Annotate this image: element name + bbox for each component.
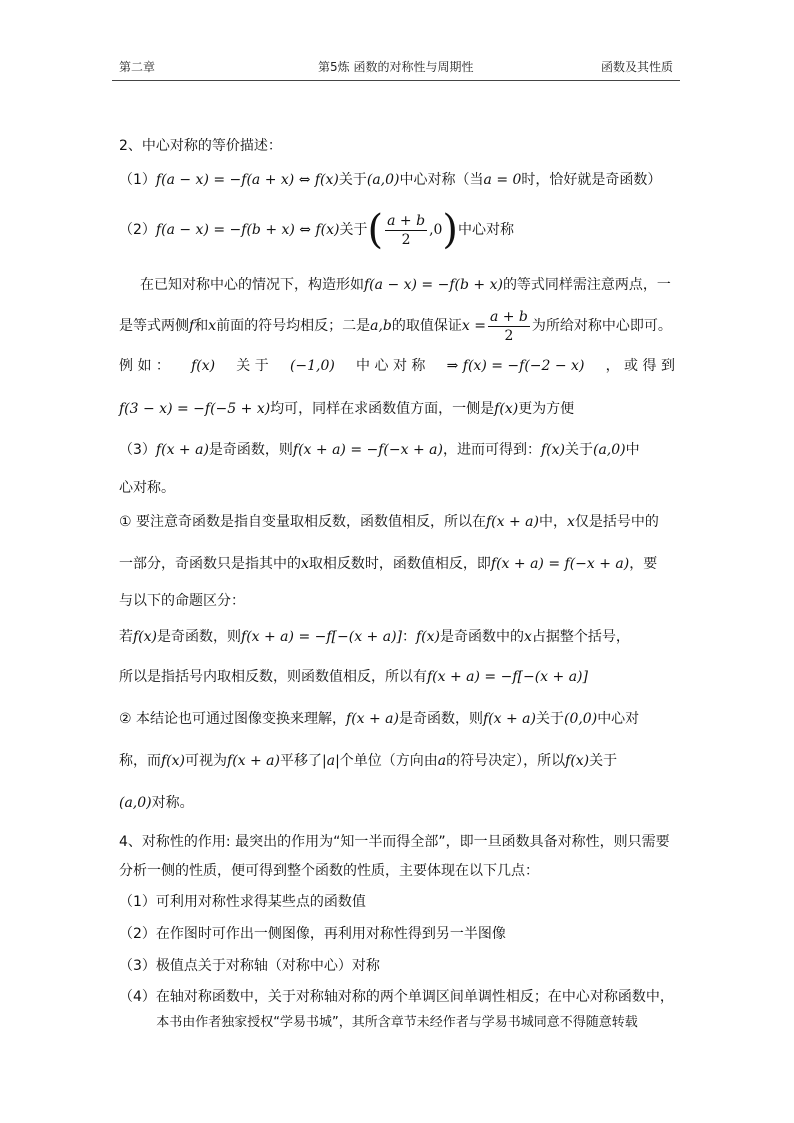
formula: (a,0) (592, 442, 626, 458)
left-paren: ( (367, 207, 384, 253)
denominator: 2 (504, 327, 514, 344)
text: 在已知对称中心的情况下，构造形如 (140, 277, 364, 293)
formula: ⇒ f(x) = −f(−2 − x) (446, 358, 585, 374)
header-lesson-title: 第5炼 函数的对称性与周期性 (318, 60, 474, 74)
paragraph-line (119, 793, 675, 813)
example-line (119, 399, 675, 419)
text: 是奇函数，则 (399, 711, 483, 727)
list-item (119, 892, 675, 912)
formula: (−1,0) (289, 358, 335, 374)
paragraph-line (140, 275, 675, 295)
paragraph-line (119, 751, 675, 771)
formula: ,0 (429, 222, 443, 238)
paragraph-line (119, 861, 675, 881)
list-item (119, 987, 675, 1007)
formula: f(x) (540, 442, 565, 458)
text: ： (402, 629, 416, 645)
text: 2、中心对称的等价描述： (119, 138, 282, 154)
text: 均可，同样在求函数值方面，一侧是 (270, 401, 495, 417)
text: 中心对 (597, 711, 640, 727)
list-item (119, 956, 675, 976)
fraction (488, 308, 530, 345)
text: 是奇函数，则 (208, 442, 293, 458)
formula: (0,0) (563, 711, 598, 727)
text: （1） (119, 172, 156, 188)
formula: f(x) (161, 753, 186, 769)
text: （4）在轴对称函数中，关于对称轴对称的两个单调区间单调性相反；在中心对称函数中， (119, 989, 674, 1005)
paragraph-line (119, 305, 675, 347)
text: （2） (119, 222, 156, 238)
text: 中心对称 (458, 222, 515, 238)
text: ② 本结论也可通过图像变换来理解， (119, 711, 347, 727)
right-paren: ) (442, 207, 459, 253)
formula: x (566, 514, 575, 530)
denominator: 2 (401, 231, 411, 248)
formula: f(x + a) = −f(−x + a) (292, 442, 443, 458)
formula: f(x + a) = −f[−(x + a)] (427, 669, 588, 685)
text: 一部分，奇函数只是指其中的 (119, 556, 301, 572)
formula: f(a − x) = −f(a + x) ⇔ f(x) (155, 172, 339, 188)
formula: a,b (370, 318, 392, 334)
paragraph-line (119, 627, 675, 647)
fraction (385, 212, 427, 249)
text: 中心对称（当 (399, 172, 484, 188)
formula: f(x + a) = −f[−(x + a)] (241, 629, 402, 645)
formula: f(x + a) (486, 514, 539, 530)
text: 所以是指括号内取相反数，则函数值相反，所以有 (119, 669, 427, 685)
text: 关于 (589, 753, 618, 769)
formula: f(a − x) = −f(b + x) ⇔ f(x) (155, 222, 340, 238)
formula: (a,0) (119, 795, 152, 811)
text: 称，而 (119, 753, 161, 769)
text: 个单位（方向由 (339, 753, 438, 769)
text: 的取值保证 (391, 318, 462, 334)
text: 关于 (535, 711, 564, 727)
text: 中 心 对 称 (356, 358, 426, 374)
text: 时，恰好就是奇函数） (521, 172, 662, 188)
formula: f(x + a) = f(−x + a) (490, 556, 630, 572)
section-heading-central-symmetry (119, 136, 675, 156)
text: 中 (625, 442, 640, 458)
text: 和 (194, 318, 209, 334)
paragraph-line (119, 478, 675, 498)
text: 更为方便 (518, 401, 575, 417)
formula: f(x + a) (346, 711, 399, 727)
text: ① 要注意奇函数是指自变量取相反数，函数值相反，所以在 (119, 514, 486, 530)
formula: x (208, 318, 217, 334)
text: （2）在作图时可作出一侧图像，再利用对称性得到另一半图像 (119, 926, 506, 942)
numerator: a + b (387, 212, 426, 229)
paragraph-line (119, 554, 675, 574)
paragraph-line (119, 667, 675, 687)
formula: (a,0) (366, 172, 400, 188)
item-1 (119, 170, 675, 190)
text: 取相反数时，函数值相反，即 (308, 556, 491, 572)
formula: f(x) (133, 629, 158, 645)
note-2 (119, 709, 675, 729)
text: 为所给对称中心即可。 (531, 318, 672, 334)
text: 占据整个括号， (531, 629, 630, 645)
item-3 (119, 440, 675, 460)
text: 的符号决定），所以 (446, 753, 566, 769)
text: 的等式同样需注意两点，一 (502, 277, 671, 293)
text: 仅是括号中的 (574, 514, 659, 530)
text: 若 (119, 629, 133, 645)
text: 心对称。 (119, 480, 175, 496)
formula: f(x) (565, 753, 590, 769)
example-line (119, 356, 675, 376)
formula: a = 0 (483, 172, 522, 188)
text: 关于 (338, 172, 367, 188)
text: 关于 (339, 222, 368, 238)
text: ，要 (629, 556, 658, 572)
formula: f(3 − x) = −f(−5 + x) (119, 401, 271, 417)
header-chapter: 第二章 (119, 60, 156, 74)
formula: f(x + a) (155, 442, 209, 458)
text: （3）极值点关于对称轴（对称中心）对称 (119, 958, 380, 974)
text: 是等式两侧 (119, 318, 189, 334)
text: 与以下的命题区分： (119, 593, 245, 609)
text: 关于 (564, 442, 593, 458)
copyright-footer: 本书由作者独家授权“学易书城”，其所含章节未经作者与学易书城同意不得随意转载 (156, 1015, 638, 1030)
text: 前面的符号均相反；二是 (216, 318, 371, 334)
formula: f(x + a) (227, 753, 280, 769)
formula: x = (461, 318, 486, 334)
section-heading-symmetry-use (119, 832, 675, 852)
paragraph-line (119, 591, 675, 611)
text: 4、对称性的作用: 最突出的作用为“知一半而得全部”，即一旦函数具备对称性，则只需要 (119, 834, 670, 850)
text: ，进而可得到： (442, 442, 541, 458)
formula: f(x) (494, 401, 519, 417)
formula: f (189, 318, 195, 334)
formula: a (437, 753, 447, 769)
text: 对称。 (151, 795, 194, 811)
text: 中， (538, 514, 567, 530)
formula: f(x) (191, 358, 216, 374)
text: 平移了 (280, 753, 322, 769)
item-2 (119, 208, 675, 252)
text: 是奇函数，则 (157, 629, 242, 645)
text: 例 如 ： (119, 358, 170, 374)
formula: |a| (322, 753, 340, 769)
text: （1）可利用对称性求得某些点的函数值 (119, 894, 366, 910)
text: 是奇函数中的 (440, 629, 525, 645)
header-topic: 函数及其性质 (601, 60, 674, 74)
numerator: a + b (489, 308, 528, 325)
text: ， 或 得 到 (605, 358, 675, 374)
formula: f(x) (416, 629, 441, 645)
text: （3） (119, 442, 156, 458)
text: 可视为 (185, 753, 228, 769)
formula: x (524, 629, 532, 645)
formula: f(x + a) (483, 711, 536, 727)
text: 分析一侧的性质，便可得到整个函数的性质，主要体现在以下几点： (119, 863, 539, 879)
formula: x (301, 556, 309, 572)
formula: f(a − x) = −f(b + x) (364, 277, 503, 293)
list-item (119, 924, 675, 944)
header-rule (112, 80, 680, 81)
text: 关 于 (236, 358, 269, 374)
note-1 (119, 512, 675, 532)
